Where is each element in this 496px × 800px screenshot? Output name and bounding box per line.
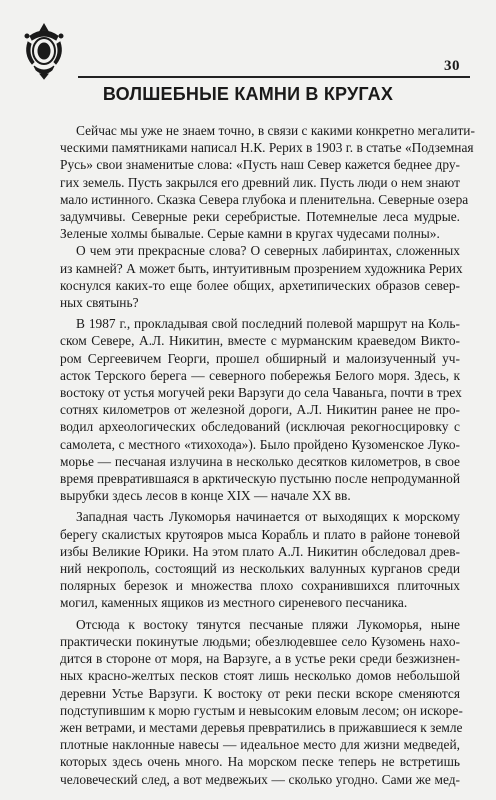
text-line: время превратившаяся в арктическую пустыню после непродуманной (60, 471, 460, 487)
text-line: деревни Устье Варзуги. К востоку от реки пески вскоре сменяются (60, 685, 460, 701)
text-line: самолета, с местного «тихохода»). Было пройдено Кузоменское Луко- (60, 436, 460, 452)
text-line: Сейчас мы уже не знаем точно, в связи с какими конкретно мегалити- (76, 123, 475, 138)
text-line: В 1987 г., прокладывая свой последний полевой маршрут на Коль- (76, 316, 460, 332)
text-line: человеческий след, а вот медвежьих — сколько угодно. Сами же мед- (60, 771, 460, 787)
text-line: сотнях километров от железной дороги, А.Л. Никитин ранее не про- (60, 402, 460, 418)
text-line: востоку от устья могучей реки Варзуги до села Чаваньга, почти в трех (60, 385, 462, 401)
ornamental-emblem-icon (22, 22, 66, 80)
text-line: которых здесь очень много. На морском песке теперь не встретишь (60, 754, 460, 770)
text-line: вырубки здесь лесов в конце XIX — начале XX вв. (60, 488, 351, 504)
text-line: коснулся каких-то еще более общих, архетипических образов север- (60, 277, 460, 293)
text-line: ческими памятниками написал Н.К. Рерих в 1903 г. в статье «Подземная (60, 140, 474, 156)
text-line: ных святынь? (60, 295, 139, 311)
text-line: избы Великие Юрики. На этом плато А.Л. Никитин обследовал древ- (60, 543, 460, 559)
text-line: ском Севере, А.Л. Никитин, вместе с мурманским краеведом Виктo- (60, 333, 460, 349)
paragraph-5 (60, 616, 463, 788)
text-line: Русь» свои знаменитые слова: «Пусть наш Север кажется беднее дру- (60, 157, 460, 173)
paragraph-1 (60, 122, 475, 242)
text-line: асток Терского берега — северного побережья Белого моря. Здесь, к (60, 367, 460, 383)
chapter-title: ВОЛШЕБНЫЕ КАМНИ В КРУГАХ (102, 84, 394, 104)
paragraph-4 (60, 508, 460, 611)
text-line: задумчивы. Северные реки серебристые. Потемнелые леса мудрые. (60, 209, 460, 225)
text-line: подступившим к морю густым и невысоким еловым лесом; он искоре- (60, 702, 463, 718)
text-line: могил, каменных ящиков из местного сиреневого песчаника. (60, 595, 408, 611)
text-line: берегу скалистых крутояров мыса Корабль и плато в районе тоневой (60, 526, 460, 542)
text-line: ний некрополь, состоящий из нескольких валунных курганов среди (60, 561, 460, 577)
text-line: ром Сергеевичем Георги, прошел обширный и малоизученный уч- (60, 350, 460, 366)
text-line: Зеленые холмы бывалые. Серые камни в кругах чудесами полны». (60, 226, 440, 242)
text-line: практически покинутые людьми; обезлюдевшее село Кузомень нахо- (60, 633, 460, 649)
text-line: жен ветрами, и местами деревья превратились в прижавшиеся к земле (60, 719, 463, 735)
text-line: мало истинного. Сказка Севера глубока и пленительна. Северные озера (60, 191, 469, 207)
body-text (60, 122, 475, 788)
text-line: Отсюда к востоку тянутся песчаные пляжи Лукоморья, ныне (76, 616, 460, 632)
text-line: полярных березок и множества плохо сохранившихся плиточных (60, 578, 460, 594)
text-line: из камней? А может быть, интуитивным прозрением художника Рерих (60, 260, 463, 276)
text-line: дится в стороне от моря, на Варзуге, а в устье реки среди безжизнен- (60, 651, 460, 667)
text-line: гих земель. Пусть закрылся его древний лик. Пусть люди о нем знают (60, 174, 460, 190)
text-line: О чем эти прекрасные слова? О северных лабиринтах, сложенных (76, 243, 460, 259)
text-line: ных красно-желтых песков стоят лишь несколько домов небольшой (60, 668, 460, 684)
page-number: 30 (444, 58, 460, 74)
paragraph-3 (60, 315, 460, 504)
paragraph-2 (60, 242, 463, 311)
text-line: плотные наклонные навесы — идеальное место для жизни медведей, (60, 737, 460, 753)
text-line: водил археологических обследований (исключая рекогносцировку с (60, 419, 460, 435)
header-rule (78, 76, 470, 78)
text-line: морье — песчаная излучина в несколько десятков километров, в свое (60, 453, 460, 469)
text-line: Западная часть Лукоморья начинается от выходящих к морскому (76, 509, 460, 525)
